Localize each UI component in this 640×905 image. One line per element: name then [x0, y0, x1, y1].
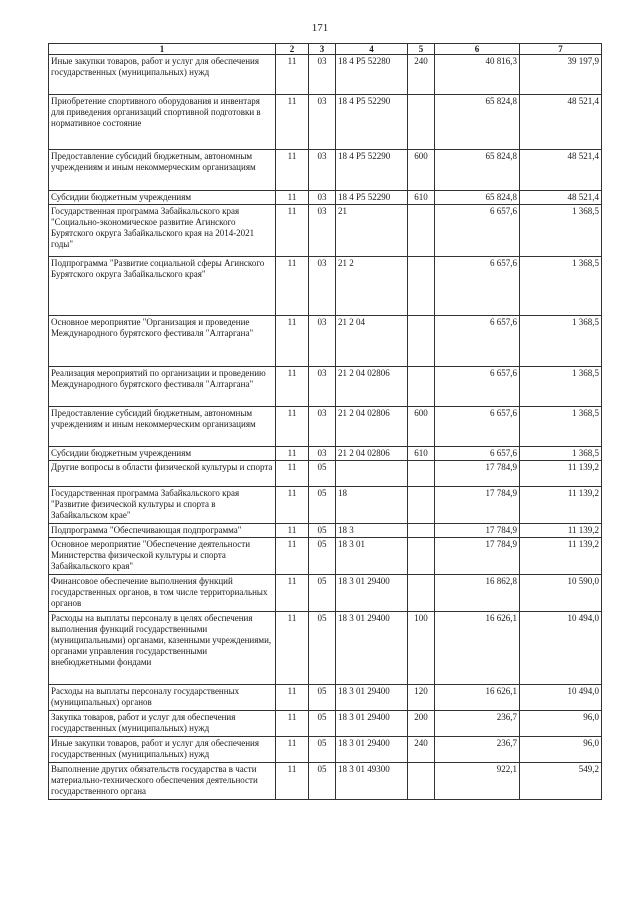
- row-cell-c7: 10 494,0: [520, 612, 602, 685]
- row-name-cell: Реализация мероприятий по организации и проведению Международного бурятского фестиваля "Алтаргана": [49, 367, 276, 407]
- header-col-4: 4: [336, 44, 408, 55]
- row-cell-c6: 6 657,6: [435, 407, 520, 447]
- row-cell-c2: 11: [276, 55, 309, 95]
- row-cell-c3: 05: [309, 524, 336, 538]
- table-row: [49, 575, 602, 612]
- row-cell-c6: 6 657,6: [435, 367, 520, 407]
- row-cell-c4: 18: [336, 487, 408, 524]
- row-cell-c6: 16 626,1: [435, 612, 520, 685]
- row-cell-c3: 05: [309, 461, 336, 487]
- table-row: [49, 524, 602, 538]
- row-cell-c2: 11: [276, 737, 309, 763]
- row-cell-c6: 6 657,6: [435, 447, 520, 461]
- row-cell-c2: 11: [276, 95, 309, 150]
- table-row: [49, 737, 602, 763]
- row-cell-c3: 05: [309, 538, 336, 575]
- table-row: [49, 487, 602, 524]
- row-cell-c6: 6 657,6: [435, 205, 520, 257]
- row-cell-c2: 11: [276, 407, 309, 447]
- header-col-2: 2: [276, 44, 309, 55]
- row-name-cell: Иные закупки товаров, работ и услуг для обеспечения государственных (муниципальных) нужд: [49, 55, 276, 95]
- row-name-cell: Подпрограмма "Обеспечивающая подпрограмма": [49, 524, 276, 538]
- row-cell-c6: 65 824,8: [435, 150, 520, 191]
- row-name-cell: Подпрограмма "Развитие социальной сферы Агинского Бурятского округа Забайкальского края": [49, 257, 276, 316]
- row-cell-c5: [408, 316, 435, 367]
- row-cell-c2: 11: [276, 612, 309, 685]
- row-cell-c5: 610: [408, 447, 435, 461]
- row-cell-c4: 18 3 01 29400: [336, 575, 408, 612]
- table-row: [49, 150, 602, 191]
- table-row: [49, 538, 602, 575]
- row-cell-c4: 18 3 01: [336, 538, 408, 575]
- table-row: [49, 55, 602, 95]
- row-cell-c7: 11 139,2: [520, 487, 602, 524]
- row-cell-c5: 610: [408, 191, 435, 205]
- row-cell-c3: 03: [309, 257, 336, 316]
- row-cell-c4: 21 2 04 02806: [336, 447, 408, 461]
- row-name-cell: Субсидии бюджетным учреждениям: [49, 191, 276, 205]
- row-cell-c2: 11: [276, 711, 309, 737]
- row-cell-c6: 6 657,6: [435, 257, 520, 316]
- row-cell-c7: 1 368,5: [520, 367, 602, 407]
- row-cell-c4: 18 4 P5 52280: [336, 55, 408, 95]
- row-cell-c6: 17 784,9: [435, 538, 520, 575]
- row-cell-c4: 21 2 04 02806: [336, 407, 408, 447]
- row-cell-c2: 11: [276, 685, 309, 711]
- row-name-cell: Основное мероприятие "Обеспечение деятельности Министерства физической культуры и спорта Забайкальского края": [49, 538, 276, 575]
- table-row: [49, 407, 602, 447]
- row-cell-c7: 10 590,0: [520, 575, 602, 612]
- row-name-cell: Государственная программа Забайкальского края "Развитие физической культуры и спорта в Забайкальском крае": [49, 487, 276, 524]
- row-cell-c2: 11: [276, 257, 309, 316]
- row-cell-c6: 16 626,1: [435, 685, 520, 711]
- header-col-1: 1: [49, 44, 276, 55]
- row-cell-c6: 922,1: [435, 763, 520, 800]
- row-cell-c5: 600: [408, 150, 435, 191]
- row-cell-c3: 03: [309, 367, 336, 407]
- table-row: [49, 367, 602, 407]
- row-cell-c3: 03: [309, 95, 336, 150]
- row-cell-c4: 18 3 01 29400: [336, 711, 408, 737]
- row-cell-c7: 10 494,0: [520, 685, 602, 711]
- row-name-cell: Другие вопросы в области физической культуры и спорта: [49, 461, 276, 487]
- row-cell-c3: 03: [309, 447, 336, 461]
- table-row: [49, 461, 602, 487]
- table-row: [49, 447, 602, 461]
- table-row: [49, 685, 602, 711]
- row-cell-c3: 05: [309, 737, 336, 763]
- row-cell-c5: [408, 257, 435, 316]
- row-cell-c3: 05: [309, 487, 336, 524]
- row-cell-c6: 236,7: [435, 737, 520, 763]
- row-cell-c5: 240: [408, 55, 435, 95]
- row-cell-c2: 11: [276, 205, 309, 257]
- row-cell-c7: 1 368,5: [520, 407, 602, 447]
- table-row: [49, 95, 602, 150]
- row-cell-c7: 39 197,9: [520, 55, 602, 95]
- row-cell-c3: 05: [309, 763, 336, 800]
- row-cell-c2: 11: [276, 524, 309, 538]
- row-cell-c6: 17 784,9: [435, 524, 520, 538]
- row-cell-c6: 65 824,8: [435, 95, 520, 150]
- row-cell-c5: [408, 95, 435, 150]
- row-cell-c2: 11: [276, 763, 309, 800]
- row-cell-c7: 48 521,4: [520, 95, 602, 150]
- header-row: [49, 44, 602, 55]
- row-cell-c4: 21 2 04: [336, 316, 408, 367]
- row-cell-c2: 11: [276, 191, 309, 205]
- row-cell-c4: 21 2 04 02806: [336, 367, 408, 407]
- row-cell-c2: 11: [276, 316, 309, 367]
- row-cell-c7: 48 521,4: [520, 150, 602, 191]
- row-cell-c5: 600: [408, 407, 435, 447]
- row-cell-c5: [408, 205, 435, 257]
- row-cell-c7: 96,0: [520, 711, 602, 737]
- row-cell-c2: 11: [276, 487, 309, 524]
- row-cell-c4: 18 3 01 49300: [336, 763, 408, 800]
- header-col-6: 6: [435, 44, 520, 55]
- row-cell-c3: 03: [309, 316, 336, 367]
- row-name-cell: Предоставление субсидий бюджетным, автономным учреждениям и иным некоммерческим организациям: [49, 150, 276, 191]
- row-cell-c5: 240: [408, 737, 435, 763]
- header-col-7: 7: [520, 44, 602, 55]
- row-cell-c6: 40 816,3: [435, 55, 520, 95]
- header-col-3: 3: [309, 44, 336, 55]
- row-cell-c6: 6 657,6: [435, 316, 520, 367]
- row-cell-c3: 05: [309, 711, 336, 737]
- row-cell-c3: 03: [309, 205, 336, 257]
- row-cell-c2: 11: [276, 538, 309, 575]
- row-cell-c3: 03: [309, 55, 336, 95]
- budget-table: [48, 43, 602, 800]
- row-name-cell: Иные закупки товаров, работ и услуг для обеспечения государственных (муниципальных) нужд: [49, 737, 276, 763]
- row-cell-c4: 18 3 01 29400: [336, 685, 408, 711]
- row-cell-c3: 05: [309, 685, 336, 711]
- row-cell-c6: 16 862,8: [435, 575, 520, 612]
- row-cell-c3: 03: [309, 407, 336, 447]
- row-cell-c6: 17 784,9: [435, 487, 520, 524]
- table-row: [49, 191, 602, 205]
- row-cell-c3: 03: [309, 150, 336, 191]
- row-cell-c4: 21 2: [336, 257, 408, 316]
- row-cell-c2: 11: [276, 575, 309, 612]
- row-name-cell: Финансовое обеспечение выполнения функций государственных органов, в том числе территориальных органов: [49, 575, 276, 612]
- row-cell-c6: 236,7: [435, 711, 520, 737]
- row-cell-c7: 11 139,2: [520, 461, 602, 487]
- row-cell-c5: 200: [408, 711, 435, 737]
- row-cell-c5: [408, 524, 435, 538]
- row-cell-c4: 18 4 P5 52290: [336, 150, 408, 191]
- table-row: [49, 257, 602, 316]
- table-row: [49, 612, 602, 685]
- row-cell-c5: [408, 487, 435, 524]
- row-name-cell: Выполнение других обязательств государства в части материально-технического обеспечения деятельности государственного органа: [49, 763, 276, 800]
- row-name-cell: Предоставление субсидий бюджетным, автономным учреждениям и иным некоммерческим организациям: [49, 407, 276, 447]
- row-name-cell: Субсидии бюджетным учреждениям: [49, 447, 276, 461]
- header-col-5: 5: [408, 44, 435, 55]
- row-cell-c3: 05: [309, 612, 336, 685]
- row-cell-c3: 03: [309, 191, 336, 205]
- row-cell-c7: 11 139,2: [520, 538, 602, 575]
- table-row: [49, 205, 602, 257]
- row-cell-c4: 18 4 P5 52290: [336, 95, 408, 150]
- table-row: [49, 763, 602, 800]
- row-cell-c7: 1 368,5: [520, 257, 602, 316]
- table-row: [49, 316, 602, 367]
- row-cell-c2: 11: [276, 150, 309, 191]
- row-cell-c7: 1 368,5: [520, 205, 602, 257]
- row-name-cell: Основное мероприятие "Организация и проведение Международного бурятского фестиваля "Алтаргана": [49, 316, 276, 367]
- row-cell-c7: 549,2: [520, 763, 602, 800]
- row-cell-c4: 18 3: [336, 524, 408, 538]
- row-cell-c5: [408, 763, 435, 800]
- row-cell-c6: 65 824,8: [435, 191, 520, 205]
- row-cell-c2: 11: [276, 447, 309, 461]
- row-cell-c2: 11: [276, 461, 309, 487]
- row-cell-c5: [408, 367, 435, 407]
- row-cell-c4: 18 3 01 29400: [336, 612, 408, 685]
- row-cell-c2: 11: [276, 367, 309, 407]
- row-cell-c4: 21: [336, 205, 408, 257]
- table-row: [49, 711, 602, 737]
- row-cell-c7: 1 368,5: [520, 447, 602, 461]
- row-cell-c4: [336, 461, 408, 487]
- row-cell-c5: [408, 575, 435, 612]
- row-cell-c7: 48 521,4: [520, 191, 602, 205]
- row-name-cell: Государственная программа Забайкальского края "Социально-экономическое развитие Агинского Бурятского округа Забайкальского края на 2014-2021 годы": [49, 205, 276, 257]
- row-cell-c5: [408, 461, 435, 487]
- page-number: 171: [311, 22, 329, 34]
- row-cell-c6: 17 784,9: [435, 461, 520, 487]
- row-cell-c5: 120: [408, 685, 435, 711]
- row-cell-c3: 05: [309, 575, 336, 612]
- row-name-cell: Приобретение спортивного оборудования и инвентаря для приведения организаций спортивной подготовки в нормативное состояние: [49, 95, 276, 150]
- row-cell-c5: [408, 538, 435, 575]
- row-cell-c7: 11 139,2: [520, 524, 602, 538]
- row-cell-c7: 1 368,5: [520, 316, 602, 367]
- row-cell-c4: 18 4 P5 52290: [336, 191, 408, 205]
- row-name-cell: Закупка товаров, работ и услуг для обеспечения государственных (муниципальных) нужд: [49, 711, 276, 737]
- row-cell-c4: 18 3 01 29400: [336, 737, 408, 763]
- row-name-cell: Расходы на выплаты персоналу государственных (муниципальных) органов: [49, 685, 276, 711]
- row-name-cell: Расходы на выплаты персоналу в целях обеспечения выполнения функций государственными (муниципальными) органами, казенными учреждениями, органами управления государственными внебюджетными фондами: [49, 612, 276, 685]
- row-cell-c7: 96,0: [520, 737, 602, 763]
- row-cell-c5: 100: [408, 612, 435, 685]
